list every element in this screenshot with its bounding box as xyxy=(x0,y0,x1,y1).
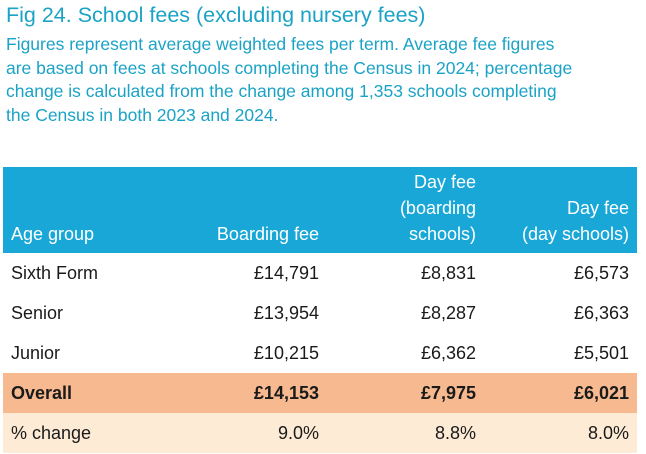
cell-day-fee-day: £6,573 xyxy=(573,262,629,283)
cell-day-fee-boarding: £8,831 xyxy=(420,262,476,283)
header-line: Day fee xyxy=(413,172,476,192)
figure-description xyxy=(6,33,636,127)
school-fees-table xyxy=(3,167,637,453)
table-row-overall xyxy=(3,373,637,413)
description-line: Figures represent average weighted fees per term. Average fee figures xyxy=(6,34,555,54)
figure-title: Fig 24. School fees (excluding nursery fees) xyxy=(6,3,426,27)
cell-age-group: % change xyxy=(11,422,92,443)
cell-day-fee-day: 8.0% xyxy=(587,422,629,443)
table-header-row xyxy=(3,167,637,253)
cell-boarding-fee: £10,215 xyxy=(253,342,319,363)
table-row-percent-change xyxy=(3,413,637,453)
header-line: (day schools) xyxy=(521,224,629,244)
cell-day-fee-day: £5,501 xyxy=(573,342,629,363)
header-age-group xyxy=(3,167,181,253)
header-day-fee-boarding-schools xyxy=(327,167,484,253)
cell-age-group: Senior xyxy=(11,302,64,323)
header-line: Day fee xyxy=(566,198,629,218)
header-line: Age group xyxy=(11,224,95,244)
cell-day-fee-boarding: £6,362 xyxy=(420,342,476,363)
header-day-fee-day-schools xyxy=(484,167,637,253)
cell-boarding-fee: £14,153 xyxy=(253,382,319,403)
header-line: Boarding fee xyxy=(216,224,319,244)
table-row-senior xyxy=(3,293,637,333)
cell-boarding-fee: 9.0% xyxy=(277,422,319,443)
cell-day-fee-boarding: £7,975 xyxy=(420,382,476,403)
cell-boarding-fee: £14,791 xyxy=(253,262,319,283)
cell-age-group: Junior xyxy=(11,342,61,363)
description-line: are based on fees at schools completing the Census in 2024; percentage xyxy=(6,57,573,78)
cell-day-fee-day: £6,021 xyxy=(573,382,629,403)
header-line: (boarding xyxy=(399,198,476,218)
description-line: the Census in both 2023 and 2024. xyxy=(6,104,279,125)
table-row-junior xyxy=(3,333,637,373)
cell-day-fee-boarding: 8.8% xyxy=(434,422,476,443)
description-line: change is calculated from the change among 1,353 schools completing xyxy=(6,81,557,101)
cell-boarding-fee: £13,954 xyxy=(253,302,319,323)
cell-age-group: Sixth Form xyxy=(11,262,99,283)
cell-age-group: Overall xyxy=(11,382,73,403)
cell-day-fee-day: £6,363 xyxy=(573,302,629,323)
header-boarding-fee xyxy=(181,167,327,253)
table-row-sixth-form xyxy=(3,253,637,293)
header-line: schools) xyxy=(408,224,476,244)
cell-day-fee-boarding: £8,287 xyxy=(420,302,476,323)
